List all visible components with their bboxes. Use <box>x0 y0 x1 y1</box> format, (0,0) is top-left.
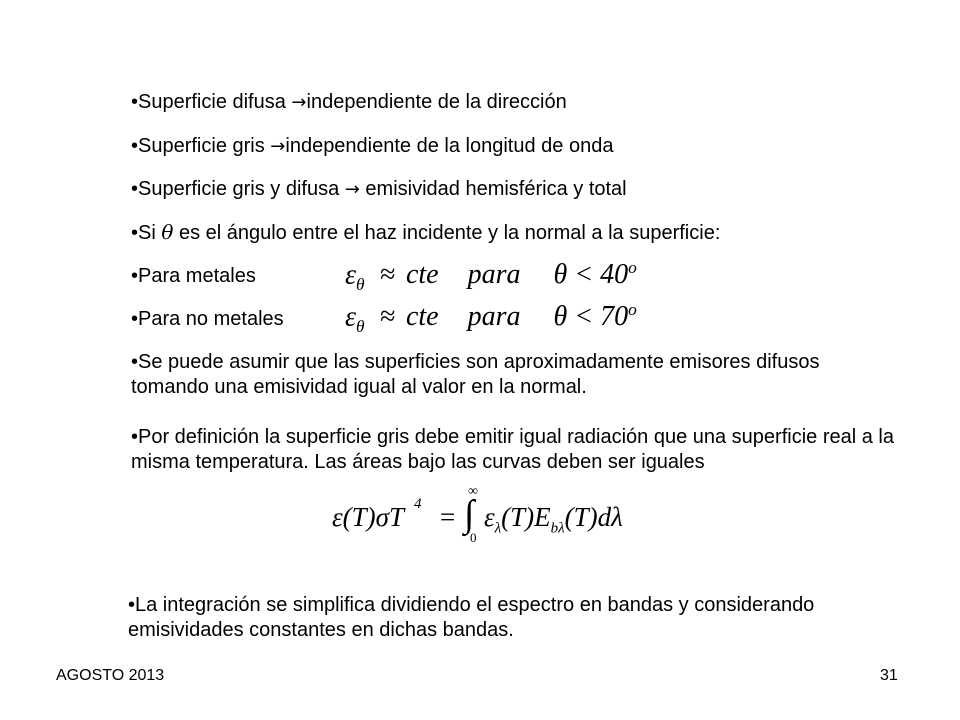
eq-rhs <box>484 502 623 537</box>
eq-power: 4 <box>414 496 422 512</box>
eq-epsilon: ε <box>345 259 357 291</box>
eq-integral-sign: ∫ <box>464 493 475 535</box>
bullet-text: •Superficie gris <box>131 135 271 157</box>
eq-para: para <box>467 301 521 333</box>
eq-sub-theta: θ <box>356 274 365 294</box>
bullet-para-metales: •Para metales <box>131 265 256 287</box>
footer-date: AGOSTO 2013 <box>56 667 165 684</box>
eq-approx: ≈ <box>379 259 395 291</box>
eq-para: para <box>467 259 521 291</box>
bullet-gris-difusa <box>131 177 627 202</box>
eq-cte: cte <box>405 259 439 291</box>
eq-rhs-sub-lambda: λ <box>494 520 502 537</box>
arrow-right-icon: → <box>270 136 286 157</box>
bullet-text: independiente de la longitud de onda <box>285 135 614 157</box>
eq-rhs-mid: (T)E <box>501 502 551 532</box>
bullet-definicion-gris: •Por definición la superficie gris debe emitir igual radiación que una superficie real a la misma temperatura. Las áreas bajo las curvas deben ser iguales <box>131 426 894 473</box>
bullet-superficie-difusa <box>131 90 567 115</box>
eq-rhs-epsilon: ε <box>484 502 495 532</box>
bullet-text: •Si <box>131 222 162 244</box>
eq-rhs-sub-blambda: bλ <box>550 520 565 537</box>
bullet-emisores-difusos: •Se puede asumir que las superficies son aproximadamente emisores difusos tomando una emisividad igual al valor en la normal. <box>131 351 820 398</box>
eq-condition: θ < 40 <box>553 259 629 291</box>
bullet-angulo-theta <box>131 220 720 245</box>
arrow-right-icon: → <box>344 179 360 200</box>
eq-equals: = <box>440 502 456 532</box>
theta-symbol: θ <box>161 220 174 244</box>
bullet-text: emisividad hemisférica y total <box>359 178 627 200</box>
arrow-right-icon: → <box>291 92 307 113</box>
bullet-text: •Superficie difusa <box>131 91 292 113</box>
bullet-superficie-gris <box>131 134 613 159</box>
eq-degree: o <box>628 258 637 277</box>
eq-condition: θ < 70 <box>553 301 629 333</box>
equation-no-metales <box>345 300 637 337</box>
bullet-text: es el ángulo entre el haz incidente y la normal a la superficie: <box>173 222 721 244</box>
eq-degree: o <box>628 300 637 319</box>
eq-epsilon: ε <box>345 301 357 333</box>
bullet-text: •Superficie gris y difusa <box>131 178 345 200</box>
bullet-para-no-metales: •Para no metales <box>131 308 284 330</box>
bullet-text: independiente de la dirección <box>306 91 567 113</box>
footer-page-number: 31 <box>880 667 898 684</box>
bottom-note: •La integración se simplifica dividiendo el espectro en bandas y considerando emisividades constantes en dichas bandas. <box>128 594 815 641</box>
eq-lower-limit: 0 <box>470 530 477 545</box>
eq-sub-theta: θ <box>356 316 365 336</box>
eq-cte: cte <box>405 301 439 333</box>
eq-upper-limit: ∞ <box>468 484 478 499</box>
eq-rhs-end: (T)dλ <box>564 502 623 532</box>
eq-approx: ≈ <box>379 301 395 333</box>
equation-metales <box>345 258 637 295</box>
eq-lhs: ε(T)σT <box>332 502 404 532</box>
